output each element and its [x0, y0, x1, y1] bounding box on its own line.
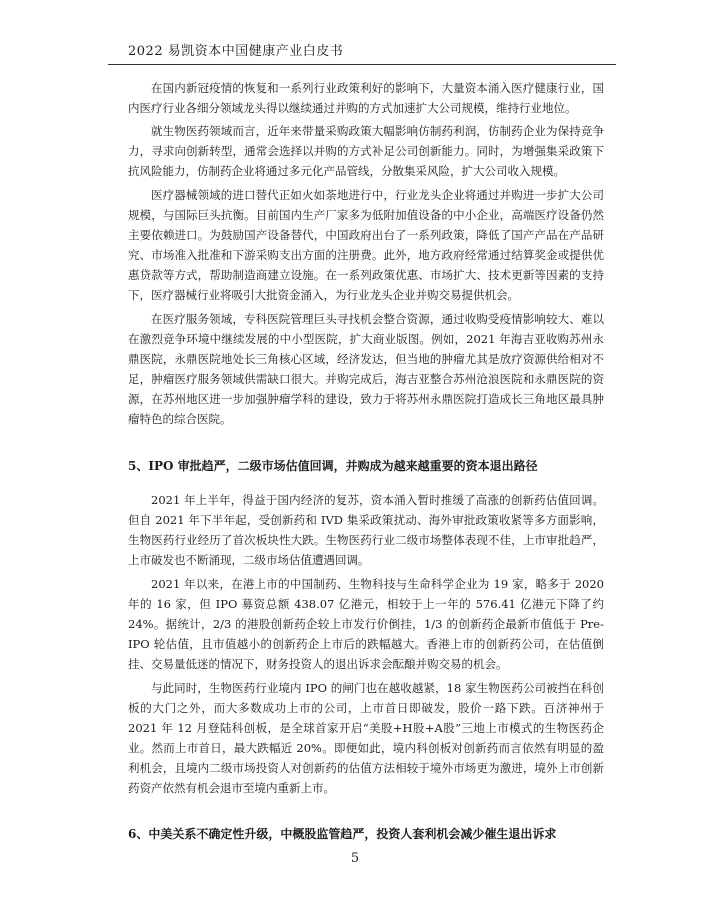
- paragraph-intro-3: 医疗器械领域的进口替代正如火如荼地进行中，行业龙头企业将通过并购进一步扩大公司规模，与国际巨头抗衡。目前国内生产厂家多为低附加值设备的中小企业，高端医疗设备仍然主要依赖进口。为鼓励国产设备替代，中国政府出台了一系列政策，降低了国产产品在产品研究、市场准入批准和下游采购支出方面的注册费。此外，地方政府经常通过结算奖金或提供优惠贷款等方式，帮助制造商建立设施。在一系列政策优惠、市场扩大、技术更新等因素的支持下，医疗器械行业将吸引大批资金涌入，为行业龙头企业并购交易提供机会。: [128, 188, 604, 302]
- page-body: [128, 78, 604, 844]
- paragraph-section5-2: 2021 年以来，在港上市的中国制药、生物科技与生命科学企业为 19 家，略多于 2020 年的 16 家，但 IPO 募资总额 438.07 亿港元，相较于上一年的 576.41 亿港元下降了约 24%。据统计，2/3 的港股创新药企较上市发行价倒挂，1/3 的创新药企最新市值低于 Pre-IPO 轮估值，且市值越小的创新药企上市后的跌幅越大。香港上市的创新药公司，在估值倒挂、交易量低迷的情况下，财务投资人的退出诉求会酝酿并购交易的机会。: [128, 577, 604, 671]
- running-header: 2022 易凯资本中国健康产业白皮书: [128, 44, 344, 59]
- paragraph-intro-1: 在国内新冠疫情的恢复和一系列行业政策利好的影响下，大量资本涌入医疗健康行业，国内医疗行业各细分领域龙头得以继续通过并购的方式加速扩大公司规模，维持行业地位。: [128, 81, 604, 115]
- paragraph-section5-3: 与此同时，生物医药行业境内 IPO 的闸门也在越收越紧，18 家生物医药公司被挡在科创板的大门之外，而大多数成功上市的公司，上市首日即破发，股价一路下跌。百济神州于 2021 年 12 月登陆科创板，是全球首家开启“美股+H股+A股”三地上市模式的生物医药企业。然而上市首日，最大跌幅近 20%。即便如此，境内科创板对创新药而言依然有明显的盈利机会，且境内二级市场投资人对创新药的估值方法相较于境外市场更为激进，境外上市创新药资产依然有机会退市至境内重新上市。: [128, 681, 604, 795]
- paragraph-section5-1: 2021 年上半年，得益于国内经济的复苏，资本涌入暂时推缓了高涨的创新药估值回调。但自 2021 年下半年起，受创新药和 IVD 集采政策扰动、海外审批政策收紧等多方面影响，生物医药行业经历了首次板块性大跌。生物医药行业二级市场整体表现不佳，上市审批趋严，上市破发也不断涌现，二级市场估值遭遇回调。: [128, 493, 604, 567]
- paragraph-intro-2: 就生物医药领域而言，近年来带量采购政策大幅影响仿制药利润，仿制药企业为保持竞争力，寻求向创新转型，通常会选择以并购的方式补足公司创新能力。同时，为增强集采政策下抗风险能力，仿制药企业将通过多元化产品管线，分散集采风险，扩大公司收入规模。: [128, 124, 604, 178]
- section-6-heading: 6、中美关系不确定性升级，中概股监管趋严，投资人套利机会减少催生退出诉求: [128, 827, 557, 841]
- section-5-heading: 5、IPO 审批趋严，二级市场估值回调，并购成为越来越重要的资本退出路径: [128, 459, 538, 473]
- header-divider: [108, 64, 616, 65]
- paragraph-intro-4: 在医疗服务领域，专科医院管理巨头寻找机会整合资源，通过收购受疫情影响较大、难以在激烈竞争环境中继续发展的中小型医院，扩大商业版图。例如，2021 年海吉亚收购苏州永鼎医院，永鼎医院地处长三角核心区域，经济发达，但当地的肿瘤尤其是放疗资源供给相对不足，肿瘤医疗服务领域供需缺口很大。并购完成后，海吉亚整合苏州沧浪医院和永鼎医院的资源，在苏州地区进一步加强肿瘤学科的建设，致力于将苏州永鼎医院打造成长三角地区最具肿瘤特色的综合医院。: [128, 312, 604, 426]
- page-number: 5: [350, 851, 360, 866]
